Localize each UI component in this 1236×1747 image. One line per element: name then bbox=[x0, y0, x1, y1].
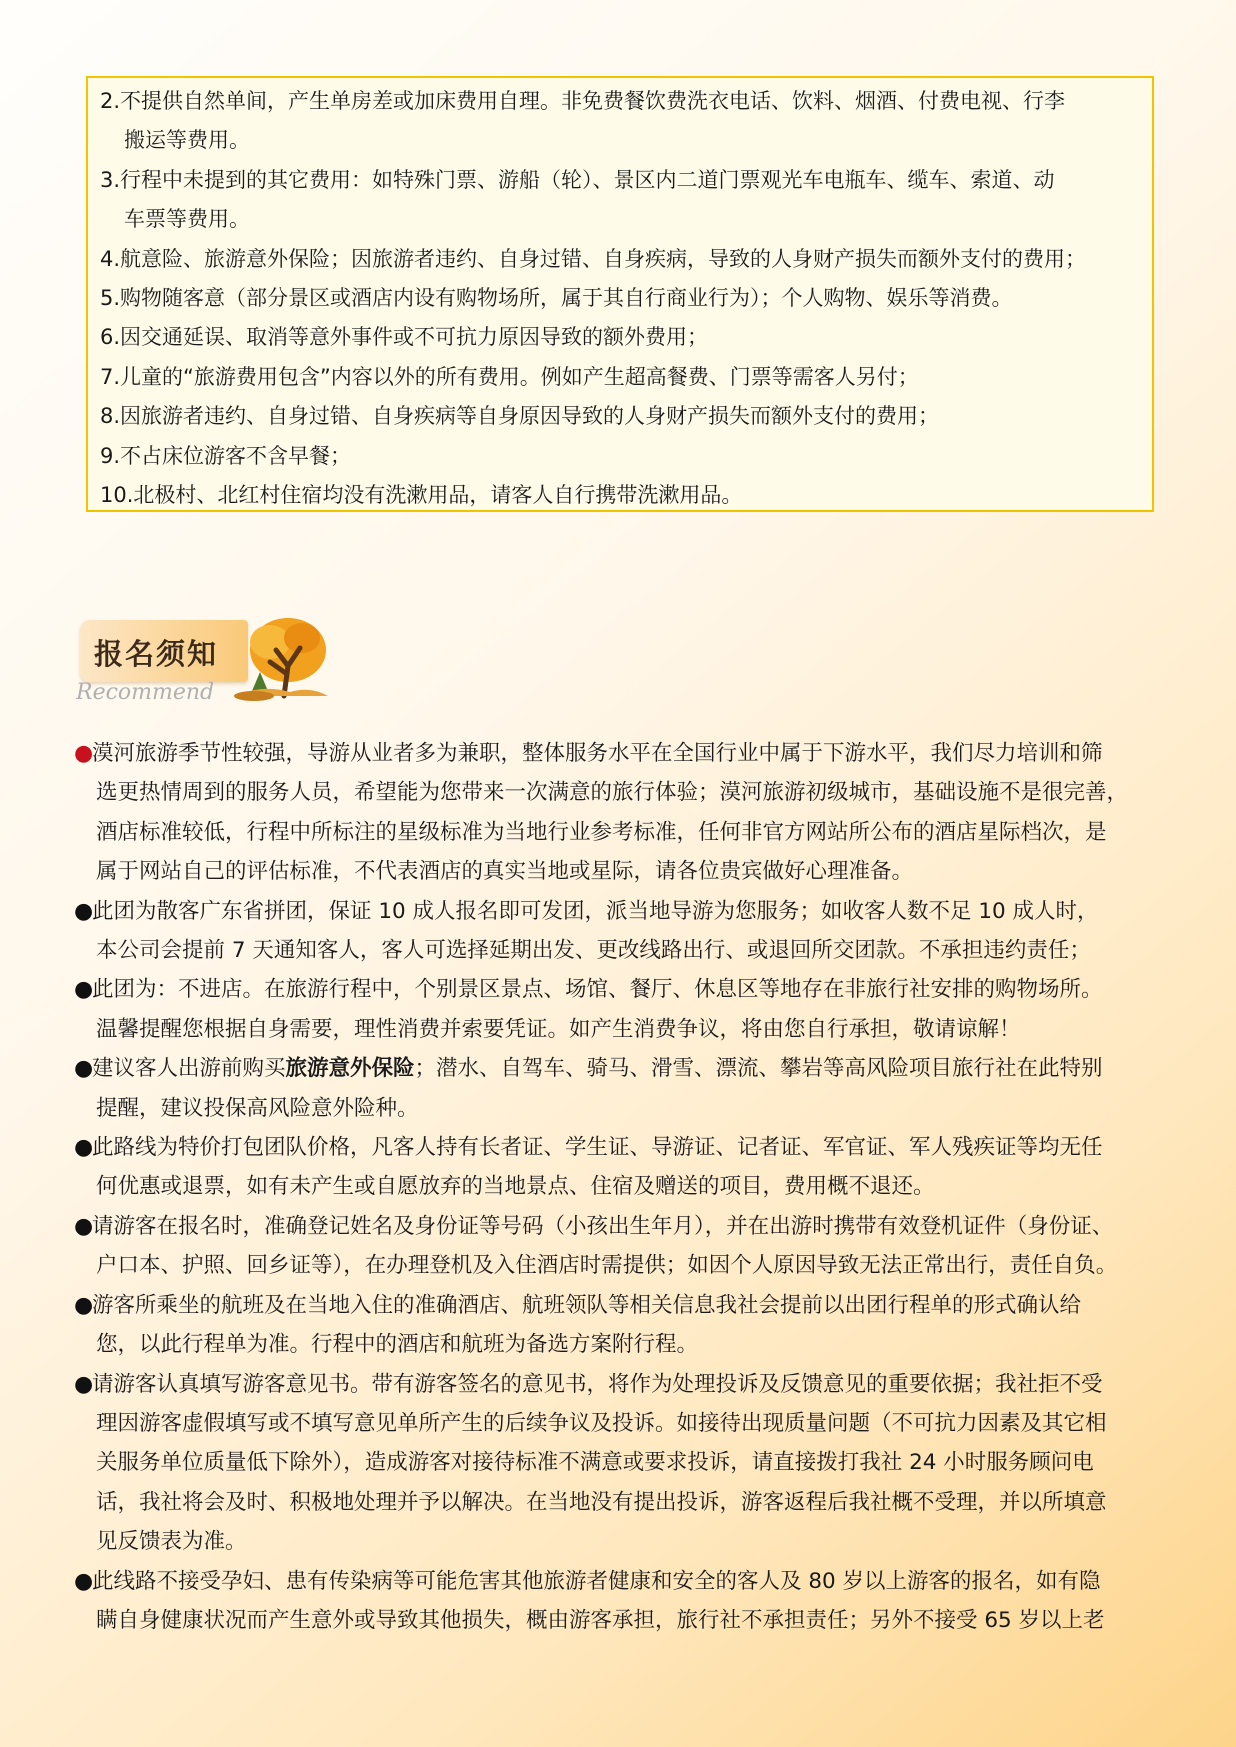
bullet-icon: ● bbox=[74, 898, 94, 924]
notice-text: 此线路不接受孕妇、患有传染病等可能危害其他旅游者健康和安全的客人及 80 岁以上游客的报名，如有隐 bbox=[92, 1568, 1101, 1594]
bullet-icon: ● bbox=[74, 1568, 94, 1594]
exclusion-line: 8.因旅游者违约、自身过错、自身疾病等自身原因导致的人身财产损失而额外支付的费用； bbox=[100, 404, 940, 429]
notice-item bbox=[74, 970, 1174, 1049]
notice-text: 游客所乘坐的航班及在当地入住的准确酒店、航班领队等相关信息我社会提前以出团行程单的形式确认给 bbox=[92, 1292, 1082, 1318]
exclusion-line: 5.购物随客意（部分景区或酒店内设有购物场所，属于其自行商业行为）；个人购物、娱乐等消费。 bbox=[100, 286, 1013, 311]
notice-item bbox=[74, 892, 1174, 971]
notice-line: 理因游客虚假填写或不填写意见单所产生的后续争议及投诉。如接待出现质量问题（不可抗力因素及其它相 bbox=[96, 1410, 1107, 1436]
notice-line: 提醒，建议投保高风险意外险种。 bbox=[96, 1095, 419, 1121]
notice-line: 何优惠或退票，如有未产生或自愿放弃的当地景点、住宿及赠送的项目，费用概不退还。 bbox=[96, 1174, 935, 1200]
notice-item bbox=[74, 1286, 1174, 1365]
exclusion-line: 2.不提供自然单间，产生单房差或加床费用自理。非免费餐饮费洗衣电话、饮料、烟酒、付费电视、行李 bbox=[100, 89, 1066, 113]
notice-line bbox=[74, 1365, 1174, 1404]
notice-line: 关服务单位质量低下除外），造成游客对接待标准不满意或要求投诉，请直接拨打我社 24 小时服务顾问电 bbox=[96, 1450, 1094, 1476]
notice-line: 选更热情周到的服务人员，希望能为您带来一次满意的旅行体验；漠河旅游初级城市，基础设施不是很完善， bbox=[96, 780, 1129, 806]
exclusion-line: 搬运等费用。 bbox=[124, 128, 250, 153]
bullet-icon: ● bbox=[74, 1056, 94, 1082]
notice-line bbox=[74, 1128, 1174, 1167]
notice-line: 酒店标准较低，行程中所标注的星级标准为当地行业参考标准，任何非官方网站所公布的酒店星际档次，是 bbox=[96, 819, 1107, 845]
notice-list bbox=[74, 734, 1174, 1640]
notice-text: 此团为散客广东省拼团，保证 10 成人报名即可发团，派当地导游为您服务；如收客人数不足 10 成人时， bbox=[92, 898, 1099, 924]
notice-line: 本公司会提前 7 天通知客人，客人可选择延期出发、更改线路出行、或退回所交团款。不承担违约责任； bbox=[96, 938, 1091, 964]
notice-item bbox=[74, 1128, 1174, 1207]
notice-item bbox=[74, 1562, 1174, 1641]
bullet-icon: ● bbox=[74, 1135, 94, 1161]
notice-line: 话，我社将会及时、积极地处理并予以解决。在当地没有提出投诉，游客返程后我社概不受理，并以所填意 bbox=[96, 1489, 1107, 1515]
notice-line bbox=[74, 1049, 1174, 1088]
notice-line bbox=[74, 1286, 1174, 1325]
exclusion-line: 10.北极村、北红村住宿均没有洗漱用品，请客人自行携带洗漱用品。 bbox=[100, 483, 743, 508]
exclusion-line: 3.行程中未提到的其它费用：如特殊门票、游船（轮）、景区内二道门票观光车电瓶车、缆车、索道、动 bbox=[100, 167, 1055, 192]
notice-line: 您，以此行程单为准。行程中的酒店和航班为备选方案附行程。 bbox=[96, 1332, 699, 1358]
notice-text: 请游客在报名时，准确登记姓名及身份证等号码（小孩出生年月），并在出游时携带有效登机证件（身份证、 bbox=[92, 1213, 1114, 1239]
notice-emphasis: 旅游意外保险 bbox=[285, 1056, 415, 1082]
notice-text: 请游客认真填写游客意见书。带有游客签名的意见书，将作为处理投诉及反馈意见的重要依据；我社拒不受 bbox=[92, 1371, 1103, 1397]
notice-line: 瞒自身健康状况而产生意外或导致其他损失，概由游客承担，旅行社不承担责任；另外不接受 65 岁以上老 bbox=[96, 1607, 1105, 1633]
notice-line bbox=[74, 1207, 1174, 1246]
notice-text: ；潜水、自驾车、骑马、滑雪、漂流、攀岩等高风险项目旅行社在此特别 bbox=[414, 1056, 1103, 1082]
bullet-icon: ● bbox=[74, 741, 94, 766]
exclusion-line: 车票等费用。 bbox=[124, 207, 250, 232]
notice-text: 此路线为特价打包团队价格，凡客人持有长者证、学生证、导游证、记者证、军官证、军人残疾证等均无任 bbox=[92, 1135, 1103, 1161]
notice-line: 户口本、护照、回乡证等），在办理登机及入住酒店时需提供；如因个人原因导致无法正常出行，责任自负。 bbox=[96, 1253, 1118, 1279]
notice-text: 漠河旅游季节性较强，导游从业者多为兼职，整体服务水平在全国行业中属于下游水平，我们尽力培训和筛 bbox=[92, 741, 1103, 766]
notice-line: 见反馈表为准。 bbox=[96, 1529, 247, 1555]
notice-item bbox=[74, 734, 1174, 892]
notice-line bbox=[74, 734, 1174, 773]
exclusion-line: 4.航意险、旅游意外保险；因旅游者违约、自身过错、自身疾病，导致的人身财产损失而额外支付的费用； bbox=[100, 246, 1087, 271]
notice-line bbox=[74, 1562, 1174, 1601]
notice-text: 建议客人出游前购买 bbox=[92, 1056, 286, 1082]
notice-line bbox=[74, 892, 1174, 931]
notice-line: 温馨提醒您根据自身需要，理性消费并索要凭证。如产生消费争议，将由您自行承担，敬请谅解！ bbox=[96, 1016, 1021, 1042]
notice-line bbox=[74, 970, 1174, 1009]
exclusion-line: 9.不占床位游客不含早餐； bbox=[100, 443, 352, 468]
registration-notice-heading bbox=[76, 614, 320, 708]
bullet-icon: ● bbox=[74, 1371, 94, 1397]
section-subtitle: Recommend bbox=[76, 680, 215, 705]
bullet-icon: ● bbox=[74, 1213, 94, 1239]
exclusion-line: 7.儿童的“旅游费用包含”内容以外的所有费用。例如产生超高餐费、门票等需客人另付； bbox=[100, 364, 919, 389]
notice-item bbox=[74, 1207, 1174, 1286]
autumn-tree-icon bbox=[230, 614, 330, 702]
notice-item bbox=[74, 1049, 1174, 1128]
exclusion-line: 6.因交通延误、取消等意外事件或不可抗力原因导致的额外费用； bbox=[100, 325, 709, 350]
section-title: 报名须知 bbox=[94, 637, 219, 671]
bullet-icon: ● bbox=[74, 1292, 94, 1318]
notice-item bbox=[74, 1365, 1174, 1562]
notice-text: 此团为：不进店。在旅游行程中，个别景区景点、场馆、餐厅、休息区等地存在非旅行社安排的购物场所。 bbox=[92, 977, 1103, 1003]
notice-line: 属于网站自己的评估标准，不代表酒店的真实当地或星际，请各位贵宾做好心理准备。 bbox=[96, 859, 914, 885]
fee-exclusions-box bbox=[86, 76, 1154, 512]
bullet-icon: ● bbox=[74, 977, 94, 1003]
